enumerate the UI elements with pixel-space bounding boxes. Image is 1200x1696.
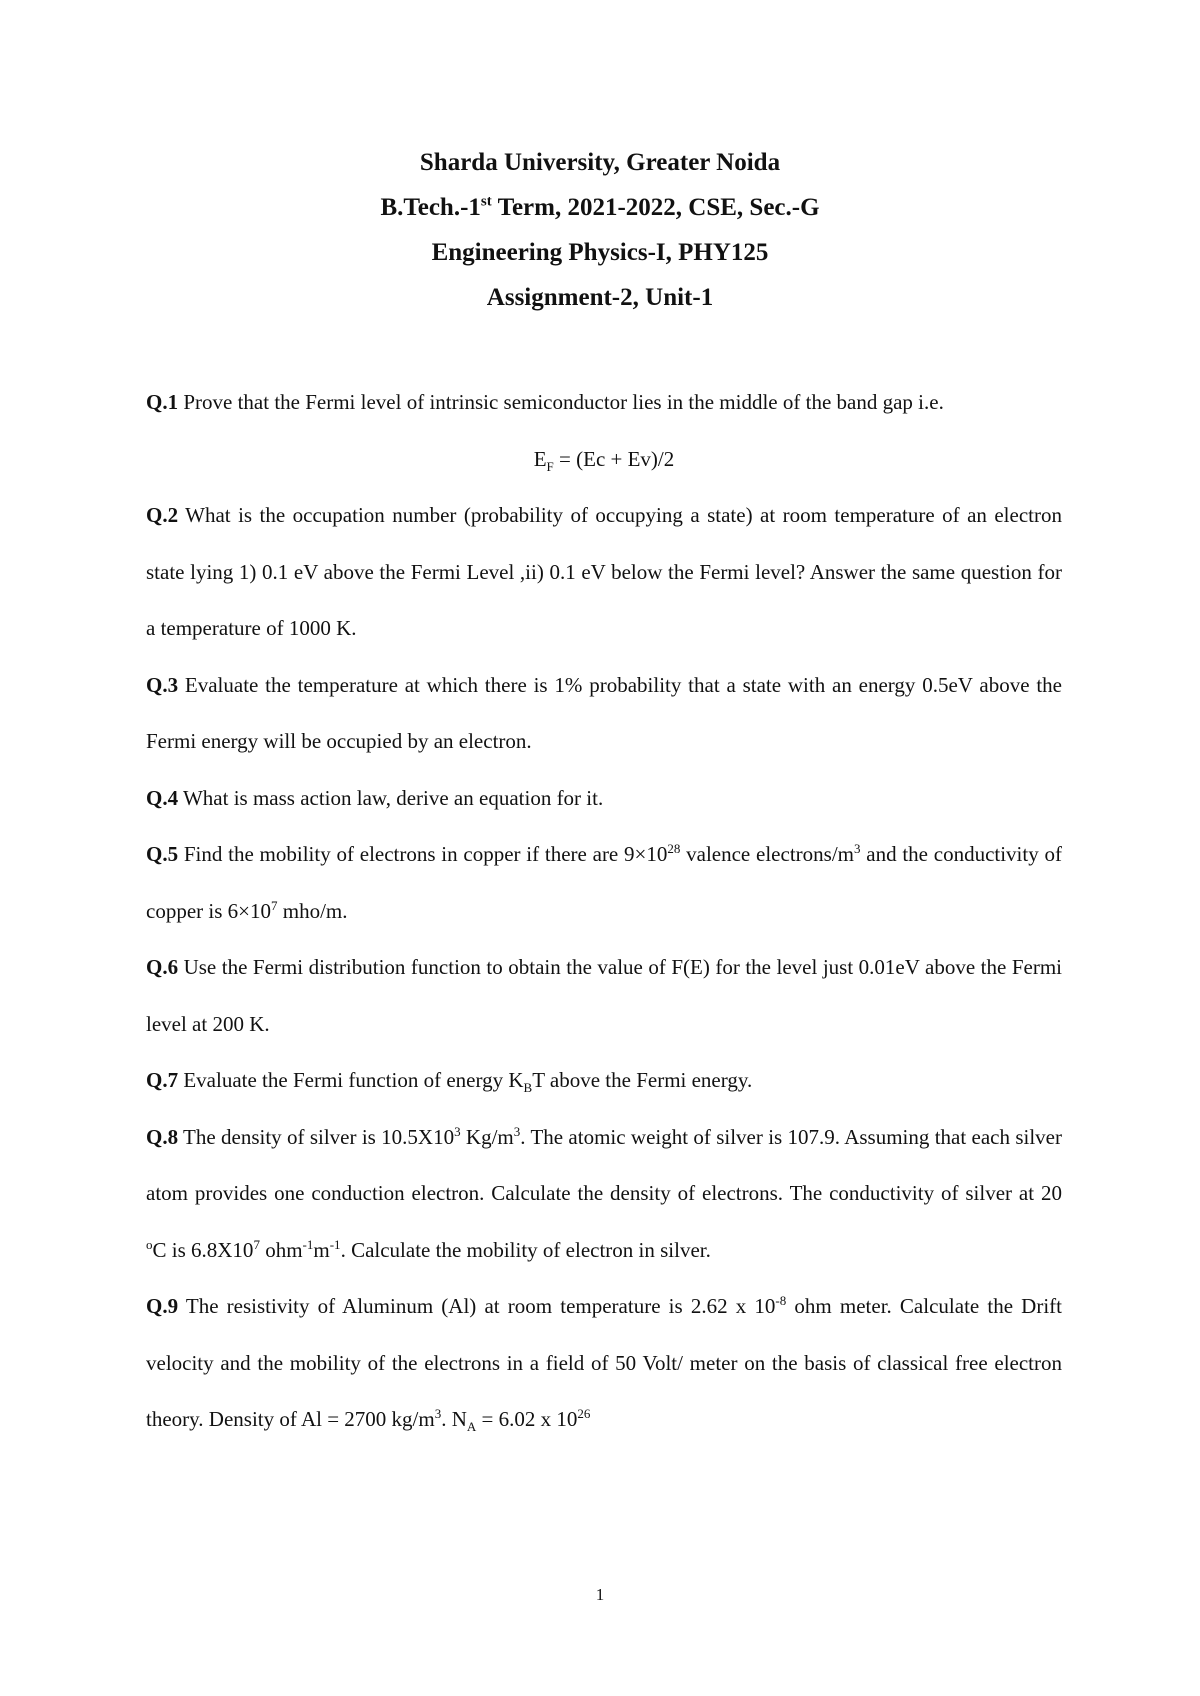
superscript: -1 (302, 1236, 314, 1252)
question-text: The resistivity of Aluminum (Al) at room temperature is 2.62 x 10 (178, 1294, 776, 1318)
question-label: Q.5 (146, 842, 179, 866)
question-text: What is mass action law, derive an equation for it. (178, 785, 604, 810)
question-text: Kg/m (460, 1124, 514, 1149)
question-text: The density of silver is 10.5X10 (178, 1124, 455, 1149)
question-3 (146, 657, 1062, 770)
question-9 (146, 1278, 1062, 1448)
question-text: What is the occupation number (probability of occupying a state) at room temperature of an electron state lying 1) 0.1 eV above the Fermi Level ,ii) 0.1 eV below the Fermi level? Answer the same question for a temperature of 1000 K. (146, 503, 1062, 640)
question-text: m (313, 1237, 330, 1262)
superscript: -1 (329, 1236, 341, 1252)
question-label: Q.1 (146, 390, 179, 414)
university-name: Sharda University, Greater Noida (419, 149, 781, 176)
question-8 (146, 1109, 1062, 1279)
question-text: mho/m. (277, 898, 348, 923)
question-text: Use the Fermi distribution function to obtain the value of F(E) for the level just 0.01eV above the Fermi level at 200 K. (146, 955, 1062, 1036)
course-term-suffix: Term, 2021-2022, CSE, Sec.-G (491, 194, 820, 221)
questions-body (146, 374, 1062, 1448)
question-text: . The atomic weight of silver is 107.9. Assuming that each silver atom provides one conduction electron. Calculate the density of electrons. The conductivity of silver at 20 (146, 1124, 1062, 1205)
superscript: 3 (853, 841, 861, 856)
question-text: . Calculate the mobility of electron in silver. (340, 1237, 711, 1262)
question-text: = 6.02 x 10 (476, 1407, 578, 1431)
superscript: -8 (775, 1293, 787, 1308)
superscript: 7 (253, 1236, 260, 1252)
question-label: Q.6 (146, 955, 179, 979)
fermi-level-equation (146, 431, 1062, 488)
equation-rest: = (Ec + Ev)/2 (553, 446, 675, 471)
question-text: ohm meter. Calculate the Drift velocity and the mobility of the electrons in a field of 50 Volt/ meter on the basis of classical free electron theory. Density of Al = 2700 kg/m (146, 1294, 1063, 1431)
question-text: and the conductivity of copper is 6×10 (146, 842, 1062, 923)
superscript: 3 (454, 1123, 461, 1139)
question-text: T above the Fermi energy. (532, 1068, 753, 1092)
question-label: Q.4 (146, 785, 179, 810)
subscript: B (523, 1080, 533, 1096)
question-text: C is 6.8X10 (152, 1237, 254, 1262)
superscript: 3 (513, 1123, 521, 1139)
course-term-line (0, 185, 1200, 230)
question-text: . N (441, 1407, 467, 1431)
course-term-prefix: B.Tech.-1 (380, 194, 481, 221)
question-text: Find the mobility of electrons in copper if there are 9×10 (178, 842, 668, 866)
question-label: Q.3 (146, 672, 179, 697)
superscript: 28 (667, 841, 681, 856)
subject-title: Engineering Physics-I, PHY125 (431, 239, 769, 266)
question-label: Q.2 (146, 503, 179, 527)
course-term-superscript: st (480, 193, 492, 210)
assignment-title: Assignment-2, Unit-1 (486, 284, 714, 311)
question-2 (146, 487, 1062, 657)
superscript: 26 (577, 1406, 591, 1421)
question-label: Q.8 (146, 1124, 179, 1149)
question-4 (146, 770, 1062, 827)
question-text: valence electrons/m (680, 842, 854, 866)
question-1 (146, 374, 1062, 431)
question-text: Evaluate the Fermi function of energy K (178, 1068, 524, 1092)
superscript: 7 (271, 897, 278, 913)
page-number: 1 (595, 1585, 605, 1604)
question-5 (146, 826, 1062, 939)
superscript: 3 (434, 1406, 442, 1421)
question-text: Prove that the Fermi level of intrinsic semiconductor lies in the middle of the band gap i.e. (178, 390, 944, 414)
equation-subscript: F (546, 458, 554, 474)
document-header (0, 140, 1200, 320)
question-7 (146, 1052, 1062, 1109)
question-text: ohm (259, 1237, 303, 1262)
question-label: Q.9 (146, 1294, 179, 1318)
superscript: o (146, 1236, 153, 1252)
question-text: Evaluate the temperature at which there is 1% probability that a state with an energy 0.5eV above the Fermi energy will be occupied by an electron. (146, 672, 1062, 753)
question-label: Q.7 (146, 1068, 179, 1092)
subscript: A (466, 1419, 477, 1435)
question-6 (146, 939, 1062, 1052)
equation-symbol: E (533, 446, 547, 471)
